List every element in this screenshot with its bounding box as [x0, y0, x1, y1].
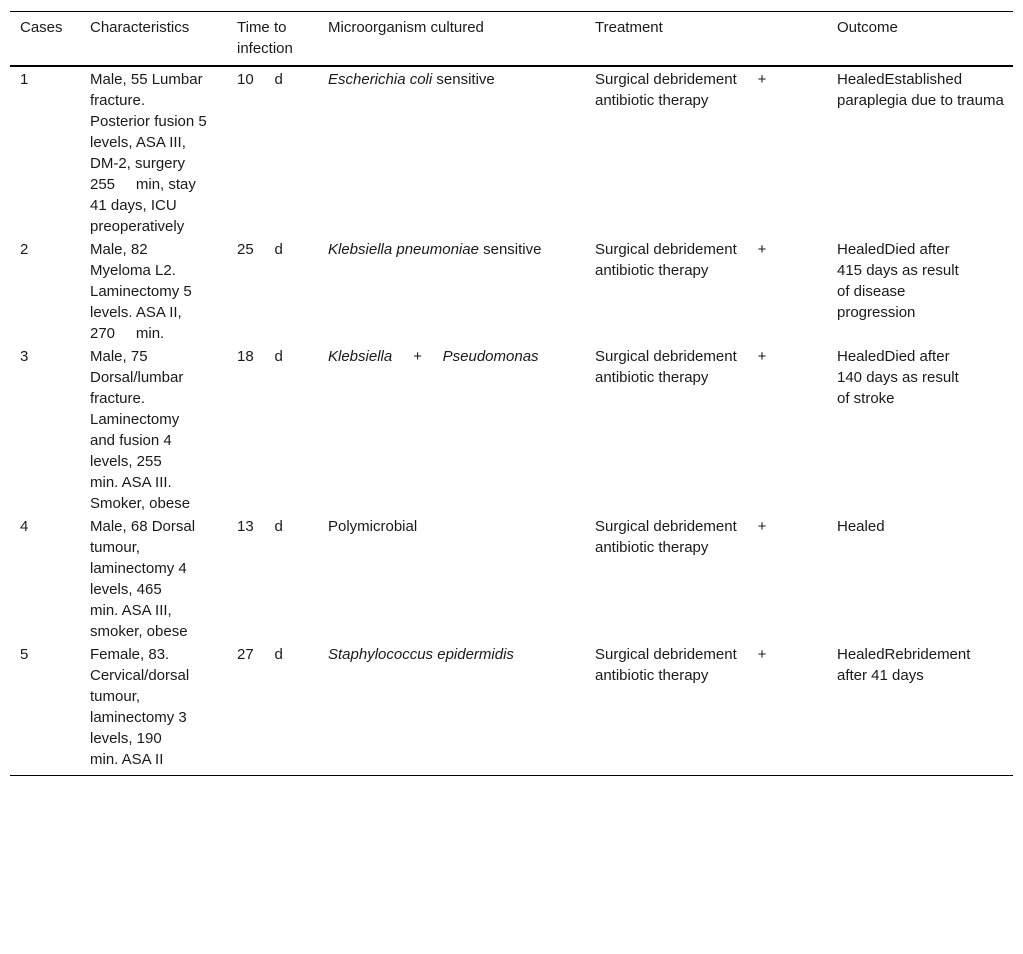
header-row — [10, 12, 1013, 67]
table-row — [10, 237, 1013, 344]
outcome-cell: HealedEstablished paraplegia due to trauma — [837, 71, 1004, 109]
outcome-cell: Healed — [837, 518, 885, 535]
microorganism-italic: Staphylococcus epidermidis — [328, 646, 514, 663]
case-number: 1 — [20, 71, 29, 88]
treatment-cell: Surgical debridement + antibiotic therapy — [595, 348, 788, 386]
characteristics-cell: Female, 83. Cervical/dorsal tumour, laminectomy 3 levels, 190 min. ASA II — [90, 646, 194, 768]
microorganism-italic: Klebsiella pneumoniae — [328, 241, 479, 258]
treatment-cell: Surgical debridement + antibiotic therapy — [595, 71, 788, 109]
microorganism-text: sensitive — [432, 71, 495, 88]
header-cases: Cases — [20, 19, 63, 36]
microorganism-cell — [318, 344, 585, 514]
header-outcome: Outcome — [837, 19, 898, 36]
microorganism-italic: Escherichia coli — [328, 71, 433, 88]
characteristics-cell: Male, 68 Dorsal tumour, laminectomy 4 levels, 465 min. ASA III, smoker, obese — [90, 518, 200, 640]
microorganism-text: Polymicrobial — [328, 518, 418, 535]
microorganism-cell — [318, 237, 585, 344]
characteristics-cell: Male, 55 Lumbar fracture. Posterior fusion 5 levels, ASA III, DM-2, surgery 255 min, stay 41 days, ICU preoperatively — [90, 71, 211, 235]
microorganism-cell — [318, 66, 585, 237]
microorganism-text: sensitive — [478, 241, 542, 258]
case-number: 4 — [20, 518, 29, 535]
table-row — [10, 66, 1013, 237]
treatment-cell: Surgical debridement + antibiotic therapy — [595, 646, 788, 684]
case-number: 2 — [20, 241, 29, 258]
treatment-cell: Surgical debridement + antibiotic therapy — [595, 518, 788, 556]
time-cell: 13 d — [237, 518, 283, 535]
table-row — [10, 344, 1013, 514]
characteristics-cell: Male, 82 Myeloma L2. Laminectomy 5 levels. ASA II, 270 min. — [90, 241, 196, 342]
case-number: 3 — [20, 348, 29, 365]
time-cell: 10 d — [237, 71, 283, 88]
table-row — [10, 514, 1013, 642]
time-cell: 25 d — [237, 241, 283, 258]
header-treatment: Treatment — [595, 19, 663, 36]
microorganism-italic: Klebsiella + Pseudomonas — [328, 348, 539, 365]
header-time: Time to infection — [237, 19, 293, 57]
infection-cases-table — [10, 11, 1013, 776]
header-characteristics: Characteristics — [90, 19, 190, 36]
microorganism-cell — [318, 514, 585, 642]
treatment-cell: Surgical debridement + antibiotic therapy — [595, 241, 788, 279]
outcome-cell: HealedDied after 140 days as result of stroke — [837, 348, 959, 407]
time-cell: 27 d — [237, 646, 283, 663]
case-number: 5 — [20, 646, 29, 663]
time-cell: 18 d — [237, 348, 283, 365]
header-microorganism: Microorganism cultured — [328, 19, 484, 36]
outcome-cell: HealedDied after 415 days as result of disease progression — [837, 241, 959, 321]
table-row — [10, 642, 1013, 776]
outcome-cell: HealedRebridement after 41 days — [837, 646, 971, 684]
characteristics-cell: Male, 75 Dorsal/lumbar fracture. Laminectomy and fusion 4 levels, 255 min. ASA III. Smoker, obese — [90, 348, 191, 512]
microorganism-cell — [318, 642, 585, 776]
